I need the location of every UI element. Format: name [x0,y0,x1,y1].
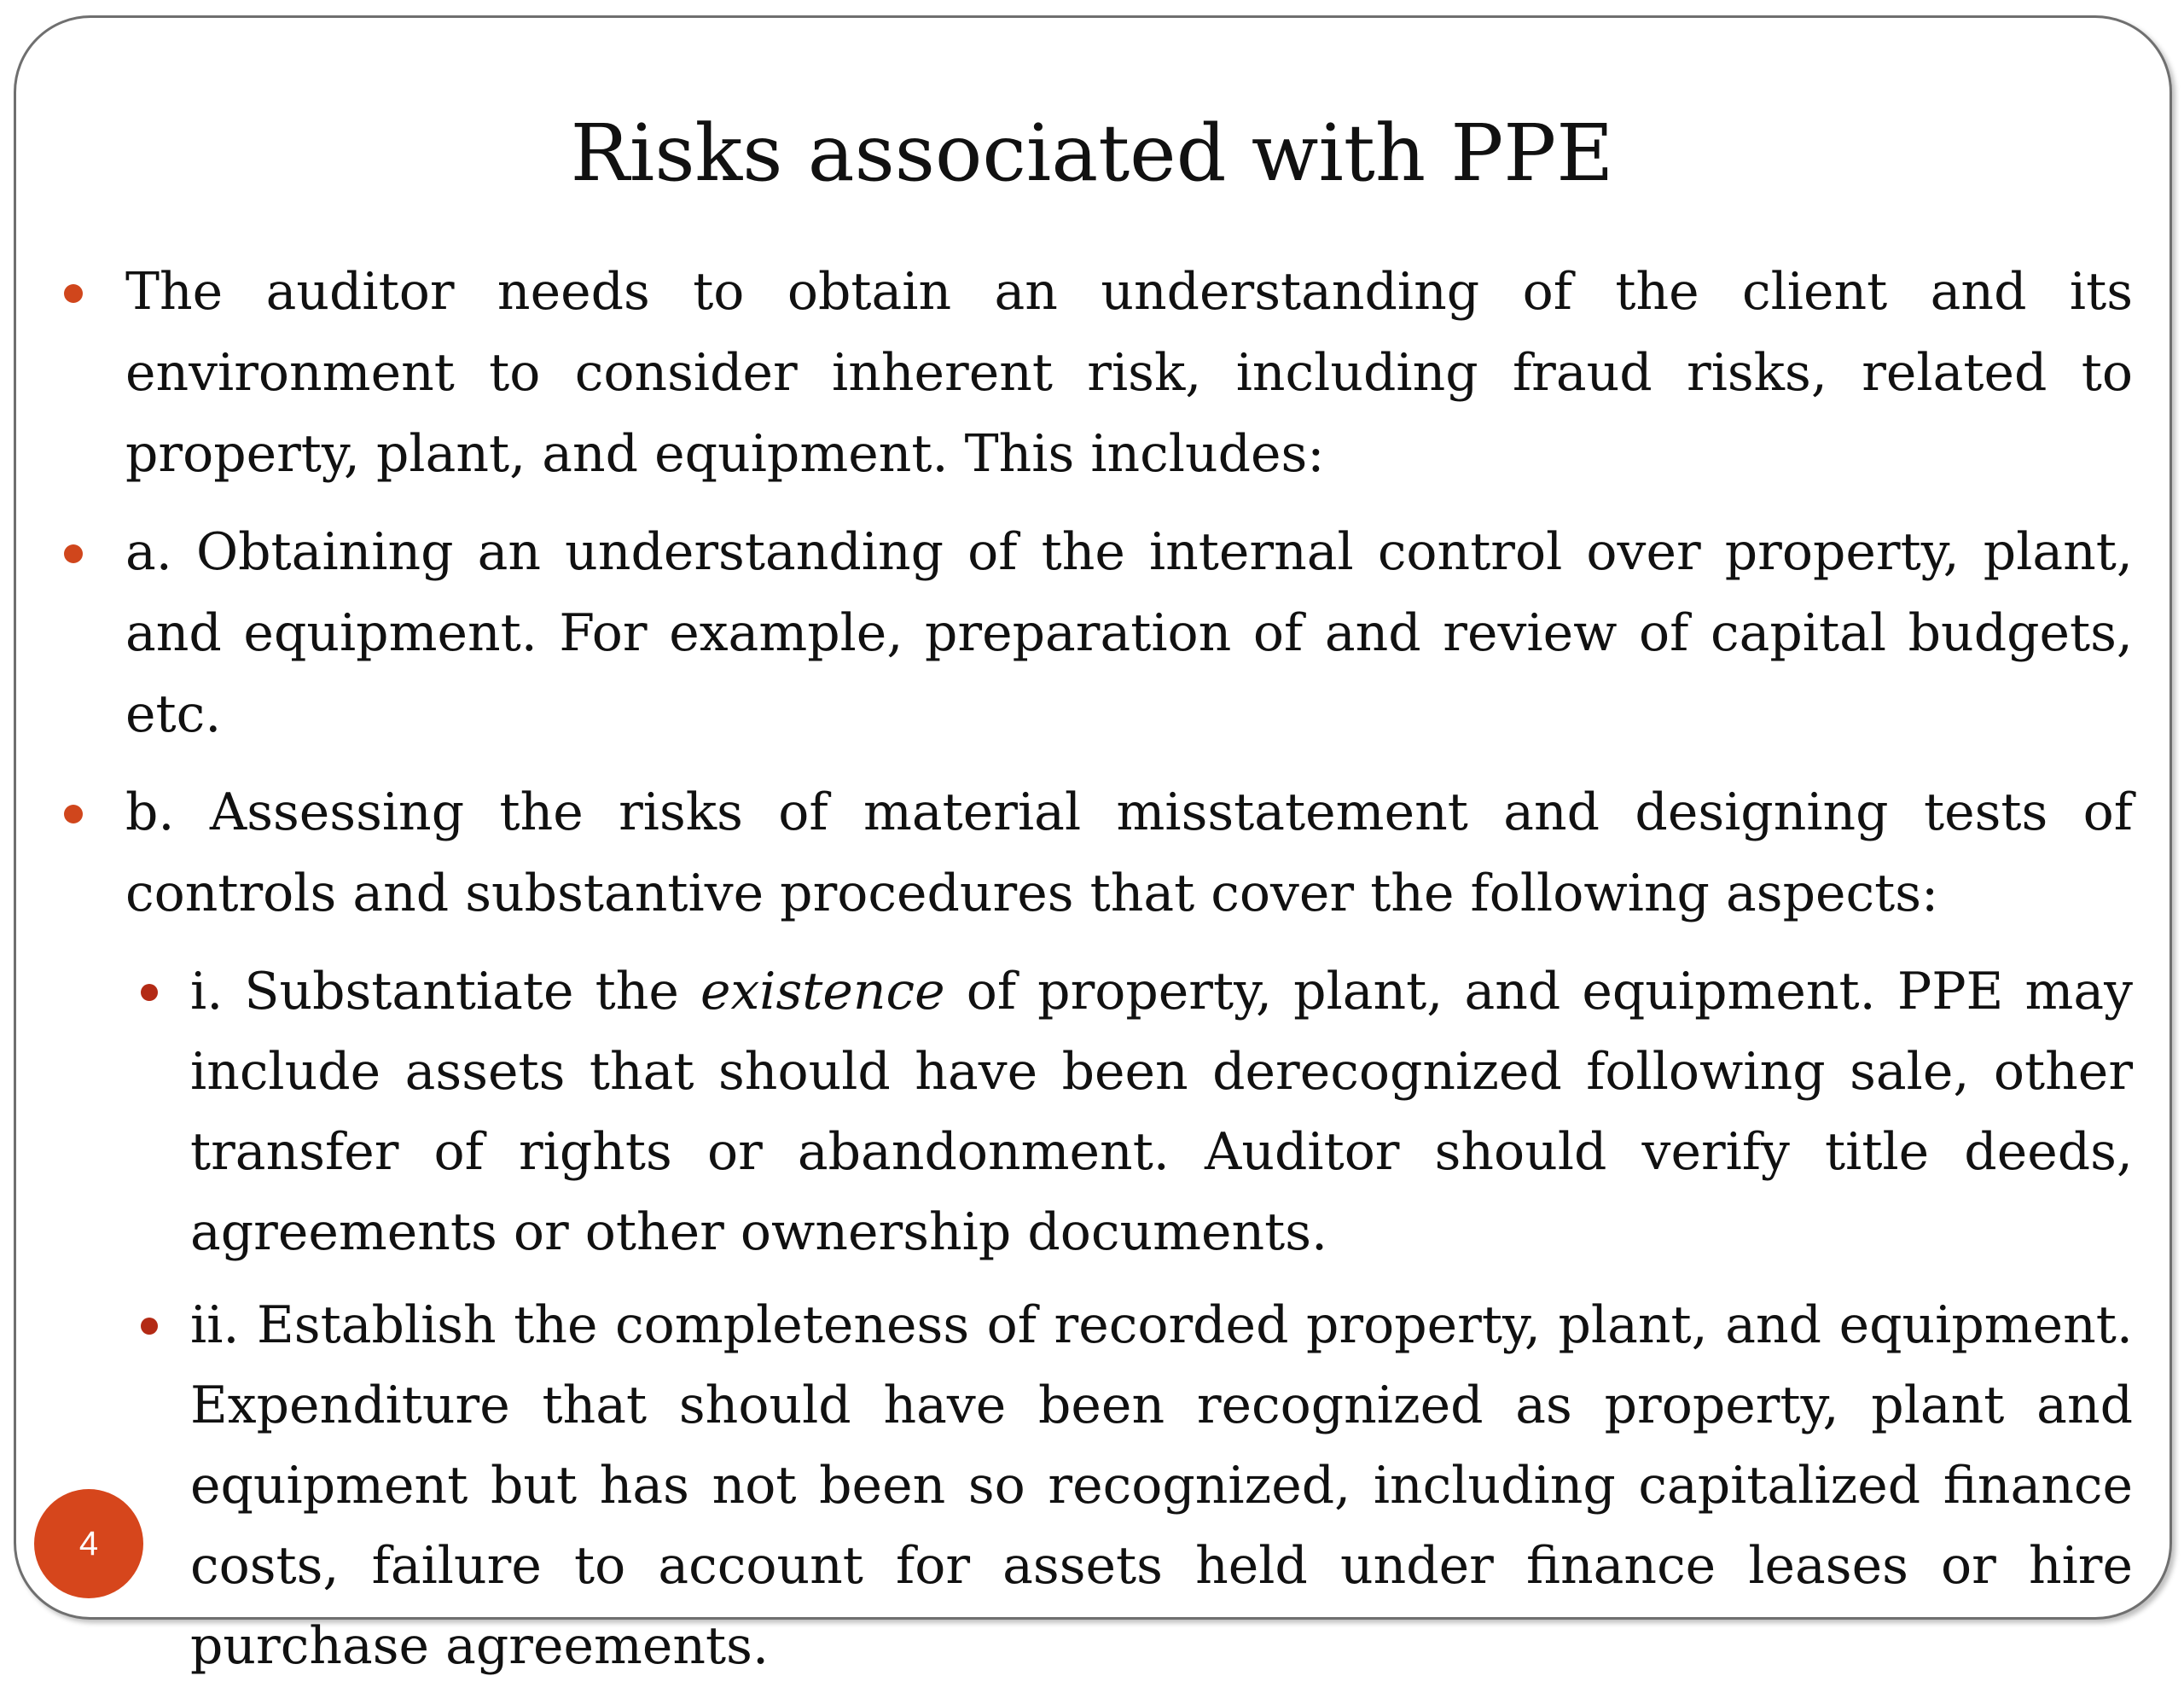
emphasis-existence: existence [700,962,945,1021]
sub-bullet-suffix: of property, plant, and equipment. PPE may include assets that should have been derecognized following sale, other transfer of rights or abandonment. Auditor should verify title deeds, agreements or other ownership documents. [190,962,2134,1262]
bullet-item-3 [60,772,2133,934]
slide-body [60,252,2133,1699]
page-number-badge: 4 [34,1489,143,1598]
slide-title: Risks associated with PPE [570,108,1614,199]
bullet-item-2 [60,512,2133,755]
bullet-text: a. Obtaining an understanding of the internal control over property, plant, and equipment. For example, preparation of and review of capital budgets, etc. [125,522,2133,744]
sub-bullet-item-2 [60,1285,2133,1686]
sub-bullet-text: ii. Establish the completeness of recorded property, plant, and equipment. Expenditure that should have been recognized as property, plant and equipment but has not been so recognized, including capitalized finance costs, failure to account for assets held under finance leases or hire purchase agreements. [190,1295,2133,1676]
sub-bullet-prefix: i. Substantiate the [190,962,700,1021]
sub-bullet-dot-icon [141,984,158,1001]
bullet-dot-icon [64,284,83,303]
bullet-item-1 [60,252,2133,495]
bullet-text: The auditor needs to obtain an understanding of the client and its environment to consider inherent risk, including fraud risks, related to property, plant, and equipment. This includes: [125,262,2133,484]
bullet-dot-icon [64,805,83,823]
sub-bullet-dot-icon [141,1318,158,1335]
sub-bullet-item-1 [60,951,2133,1272]
bullet-dot-icon [64,544,83,563]
bullet-text: b. Assessing the risks of material misstatement and designing tests of controls and substantive procedures that cover the following aspects: [125,783,2133,923]
